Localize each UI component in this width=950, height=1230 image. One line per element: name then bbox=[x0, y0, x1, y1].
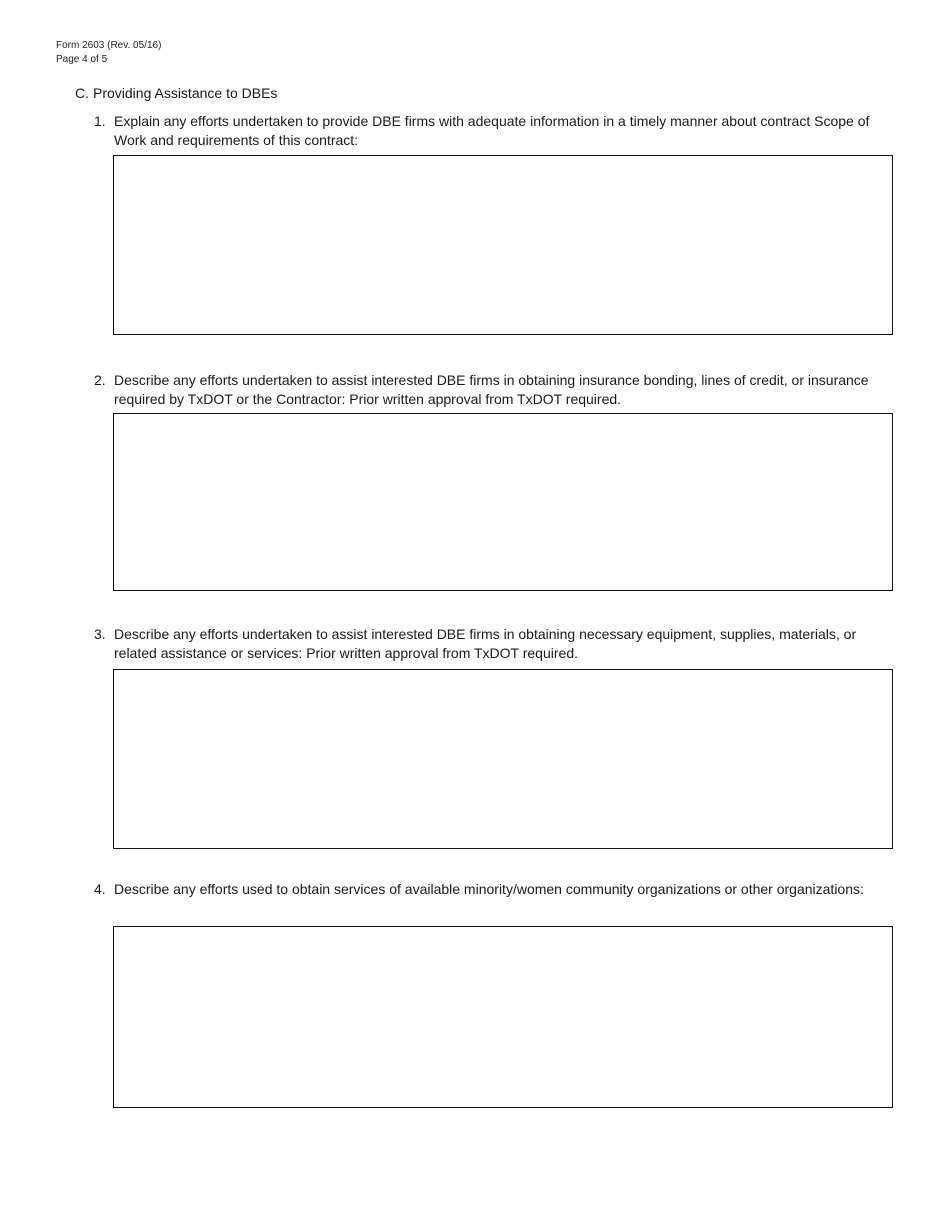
answer-field-2[interactable] bbox=[113, 413, 893, 591]
page-number: Page 4 of 5 bbox=[56, 54, 108, 65]
question-2 bbox=[94, 371, 894, 409]
question-text: Describe any efforts undertaken to assist interested DBE firms in obtaining insurance bonding, lines of credit, or insurance required by TxDOT or the Contractor: Prior written approval from TxDOT required. bbox=[114, 372, 869, 407]
question-4 bbox=[94, 880, 894, 899]
question-text: Explain any efforts undertaken to provide DBE firms with adequate information in a timely manner about contract Scope of Work and requirements of this contract: bbox=[114, 113, 870, 148]
question-number: 3. bbox=[94, 626, 106, 642]
answer-field-3[interactable] bbox=[113, 669, 893, 849]
question-3 bbox=[94, 625, 894, 663]
section-letter: C. bbox=[75, 85, 89, 101]
answer-field-4[interactable] bbox=[113, 926, 893, 1108]
question-number: 4. bbox=[94, 881, 106, 897]
answer-field-1[interactable] bbox=[113, 155, 893, 335]
question-text: Describe any efforts undertaken to assist interested DBE firms in obtaining necessary equipment, supplies, materials, or related assistance or services: Prior written approval from TxDOT required. bbox=[114, 626, 857, 661]
question-number: 1. bbox=[94, 113, 106, 129]
question-text: Describe any efforts used to obtain services of available minority/women community organizations or other organizations: bbox=[114, 881, 864, 897]
form-header bbox=[56, 39, 161, 67]
section-title: Providing Assistance to DBEs bbox=[93, 85, 278, 101]
section-heading bbox=[75, 84, 277, 102]
form-id: Form 2603 (Rev. 05/16) bbox=[56, 40, 162, 51]
question-1 bbox=[94, 112, 894, 150]
question-number: 2. bbox=[94, 372, 106, 388]
